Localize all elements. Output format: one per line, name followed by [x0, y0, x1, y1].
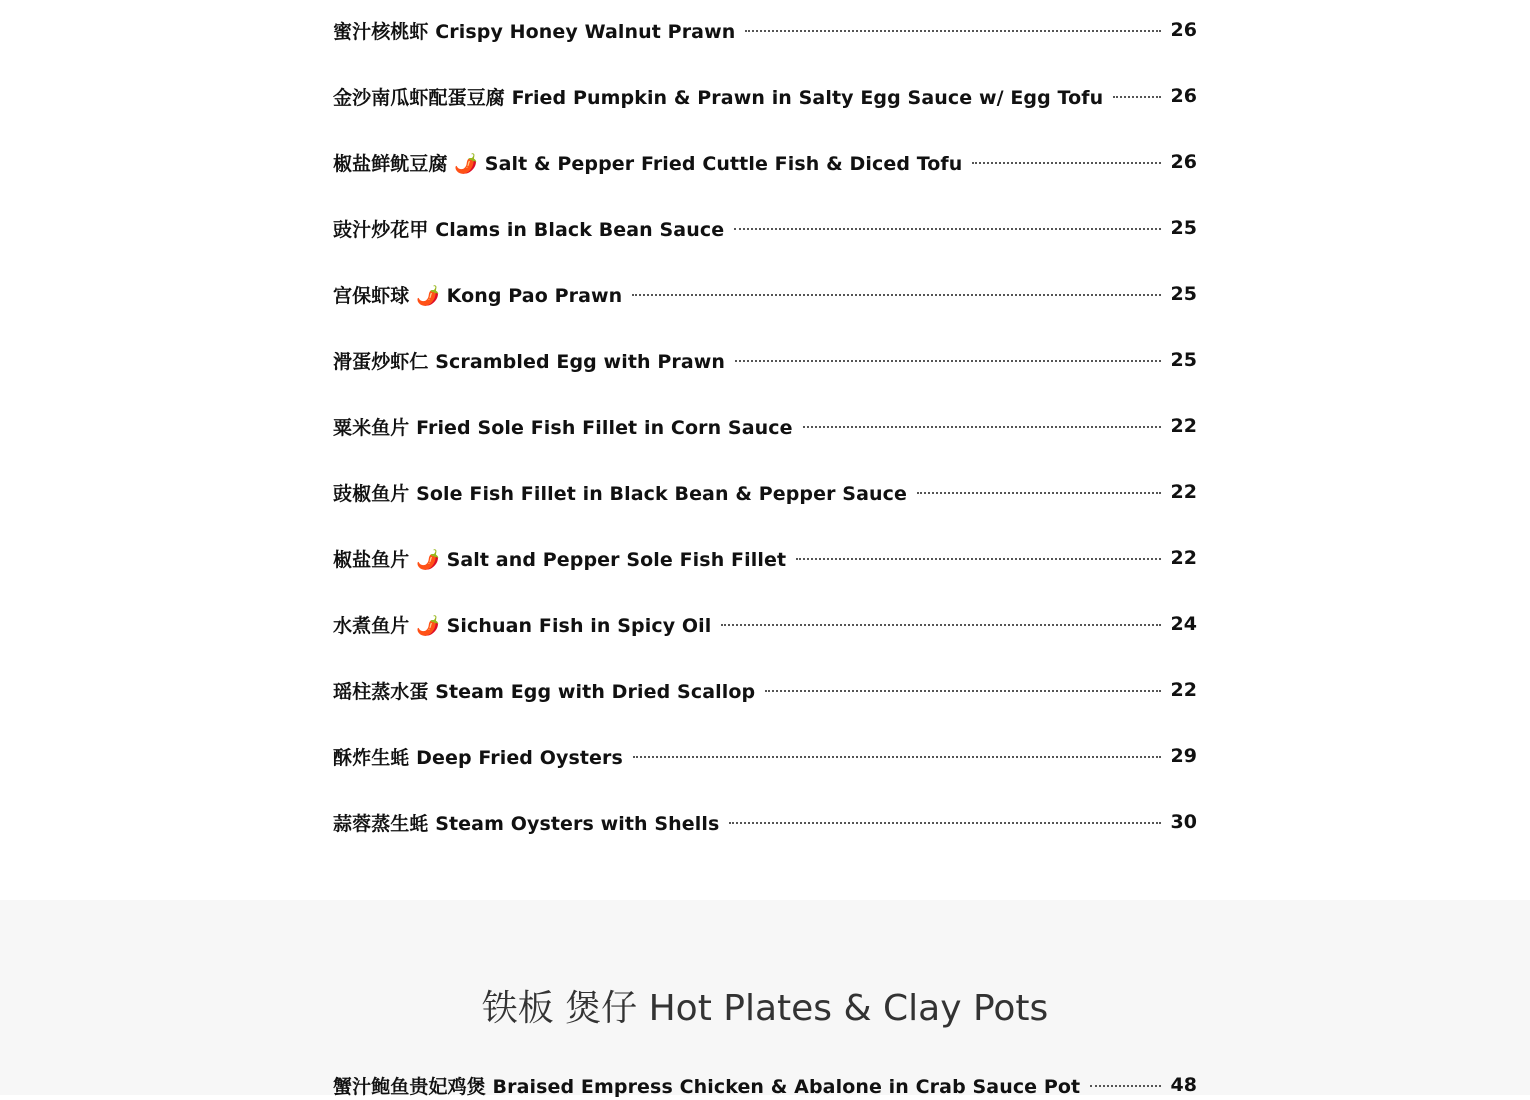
menu-item-price: 22	[1170, 415, 1197, 437]
menu-item-name: 水煮鱼片 🌶️ Sichuan Fish in Spicy Oil	[333, 614, 712, 637]
dotted-leader	[632, 294, 1160, 296]
menu-item-price: 26	[1170, 19, 1197, 41]
menu-item-name: 粟米鱼片 Fried Sole Fish Fillet in Corn Sauce	[333, 416, 793, 439]
menu-item-name: 椒盐鱼片 🌶️ Salt and Pepper Sole Fish Fillet	[333, 548, 787, 571]
section-title: 铁板 煲仔 Hot Plates & Clay Pots	[481, 988, 1049, 1029]
menu-item	[333, 279, 1197, 309]
dotted-leader	[735, 360, 1161, 362]
menu-item	[333, 15, 1197, 45]
dotted-leader	[1090, 1085, 1160, 1087]
menu-item	[333, 543, 1197, 573]
dotted-leader	[796, 558, 1160, 560]
dotted-leader	[1113, 96, 1160, 98]
menu-item-price: 29	[1170, 745, 1197, 767]
dotted-leader	[745, 30, 1160, 32]
menu-item	[333, 675, 1197, 705]
menu-item-price: 25	[1170, 217, 1197, 239]
dotted-leader	[803, 426, 1161, 428]
menu-item-name: 蒜蓉蒸生蚝 Steam Oysters with Shells	[333, 812, 720, 835]
dotted-leader	[972, 162, 1160, 164]
menu-item-price: 22	[1170, 547, 1197, 569]
menu-item	[333, 477, 1197, 507]
dotted-leader	[734, 228, 1160, 230]
menu-item-price: 25	[1170, 283, 1197, 305]
menu-item-name: 酥炸生蚝 Deep Fried Oysters	[333, 746, 623, 769]
menu-item-name: 豉椒鱼片 Sole Fish Fillet in Black Bean & Pepper Sauce	[333, 482, 907, 505]
menu-item-name: 蜜汁核桃虾 Crispy Honey Walnut Prawn	[333, 20, 736, 43]
menu-item-price: 25	[1170, 349, 1197, 371]
menu-item-price: 48	[1170, 1074, 1197, 1096]
menu-item-name: 滑蛋炒虾仁 Scrambled Egg with Prawn	[333, 350, 726, 373]
menu-item-name: 豉汁炒花甲 Clams in Black Bean Sauce	[333, 218, 725, 241]
dotted-leader	[729, 822, 1160, 824]
menu-item	[333, 741, 1197, 771]
menu-item	[333, 81, 1197, 111]
menu-item	[333, 213, 1197, 243]
menu-item-price: 26	[1170, 85, 1197, 107]
dotted-leader	[721, 624, 1160, 626]
menu-item	[333, 345, 1197, 375]
menu-item-price: 22	[1170, 679, 1197, 701]
menu-item	[333, 609, 1197, 639]
menu-item-price: 22	[1170, 481, 1197, 503]
menu-item	[333, 807, 1197, 837]
menu-item-price: 24	[1170, 613, 1197, 635]
dotted-leader	[917, 492, 1161, 494]
dotted-leader	[633, 756, 1161, 758]
menu-item	[333, 411, 1197, 441]
menu-item-price: 26	[1170, 151, 1197, 173]
menu-item-price: 30	[1170, 811, 1197, 833]
menu-item-name: 宫保虾球 🌶️ Kong Pao Prawn	[333, 284, 623, 307]
menu-item	[333, 1070, 1197, 1100]
menu-item-name: 椒盐鲜鱿豆腐 🌶️ Salt & Pepper Fried Cuttle Fish & Diced Tofu	[333, 152, 963, 175]
menu-item-name: 瑶柱蒸水蛋 Steam Egg with Dried Scallop	[333, 680, 756, 703]
dotted-leader	[765, 690, 1160, 692]
menu-item-name: 蟹汁鲍鱼贵妃鸡煲 Braised Empress Chicken & Abalone in Crab Sauce Pot	[333, 1075, 1081, 1098]
menu-item-name: 金沙南瓜虾配蛋豆腐 Fried Pumpkin & Prawn in Salty Egg Sauce w/ Egg Tofu	[333, 86, 1104, 109]
menu-item	[333, 147, 1197, 177]
